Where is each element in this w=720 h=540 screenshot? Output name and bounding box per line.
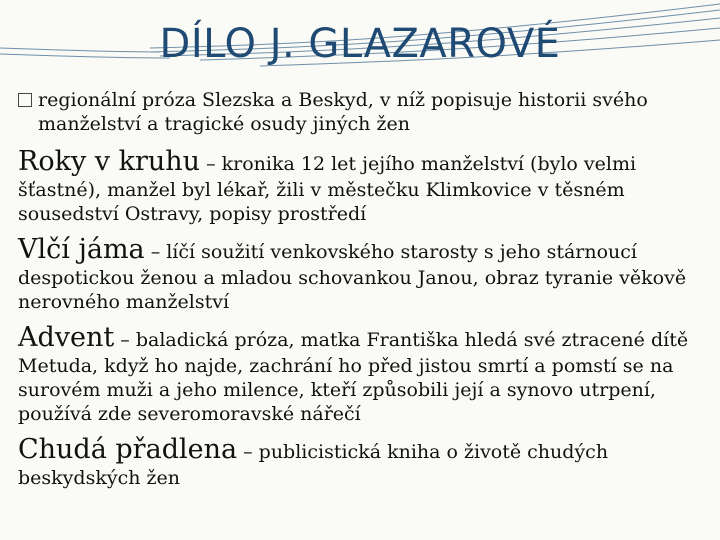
intro-paragraph xyxy=(18,88,714,136)
page-title: DÍLO J. GLAZAROVÉ xyxy=(159,21,561,67)
title-area xyxy=(0,0,720,78)
work-description: – publicistická kniha o životě chudých beskydských žen xyxy=(18,441,609,489)
work-description: – baladická próza, matka Františka hledá své ztracené dítě Metuda, když ho najde, zachrání ho před jistou smrtí a pomstí se na surovém muži a jeho milence, kteří způsobili její a synovo utrpení, používá zde severomoravské nářečí xyxy=(18,329,689,425)
work-description: – líčí soužití venkovského starosty s jeho stárnoucí despotickou ženou a mladou schovankou Janou, obraz tyranie věkově nerovného manželství xyxy=(18,241,687,313)
work-entry-chuda-pradlena xyxy=(18,434,714,490)
intro-text: regionální próza Slezska a Beskyd, v níž popisuje historii svého manželství a tragické osudy jiných žen xyxy=(38,89,648,135)
bullet-icon xyxy=(18,93,32,107)
work-title: Roky v kruhu xyxy=(18,146,201,177)
work-entry-roky-v-kruhu xyxy=(18,146,714,226)
content-area xyxy=(18,88,714,498)
work-description: – kronika 12 let jejího manželství (bylo velmi šťastné), manžel byl lékař, žili v městečku Klimkovice v těsném sousedství Ostravy, popisy prostředí xyxy=(18,153,637,225)
work-entry-vlci-jama xyxy=(18,234,714,314)
work-title: Advent xyxy=(18,322,115,353)
work-entry-advent xyxy=(18,322,714,426)
work-title: Chudá přadlena xyxy=(18,434,238,465)
work-title: Vlčí jáma xyxy=(18,234,145,265)
